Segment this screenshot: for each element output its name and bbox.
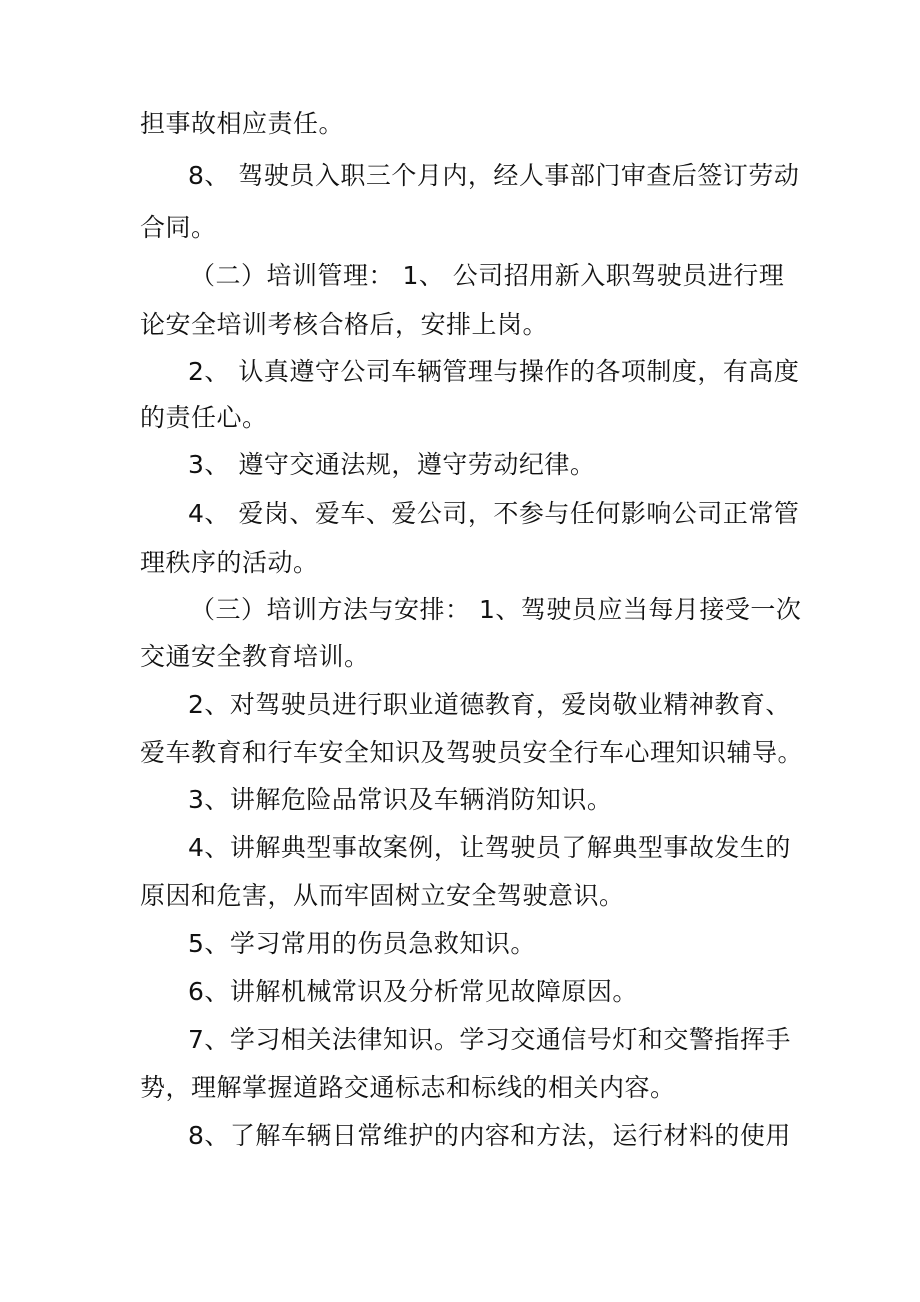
text-line: 的责任心。 [140,403,268,432]
text-line: 2、 认真遵守公司车辆管理与操作的各项制度，有高度 [188,357,800,386]
text-line: 势，理解掌握道路交通标志和标线的相关内容。 [140,1073,676,1102]
section-heading: （三）培训方法与安排： 1、驾驶员应当每月接受一次 [190,595,802,624]
text-line: 6、讲解机械常识及分析常见故障原因。 [188,977,638,1006]
text-line: 论安全培训考核合格后，安排上岗。 [140,310,549,339]
text-line: 4、讲解典型事故案例，让驾驶员了解典型事故发生的 [188,833,791,862]
text-line: 2、对驾驶员进行职业道德教育，爱岗敬业精神教育、 [188,690,791,719]
text-line: 4、 爱岗、爱车、爱公司，不参与任何影响公司正常管 [188,499,800,528]
text-line: 7、学习相关法律知识。学习交通信号灯和交警指挥手 [188,1025,791,1054]
text-line: 交通安全教育培训。 [140,642,370,671]
text-line: 合同。 [140,213,217,242]
text-line: 3、 遵守交通法规，遵守劳动纪律。 [188,450,596,479]
text-line: 担事故相应责任。 [140,109,345,138]
text-line: 8、了解车辆日常维护的内容和方法，运行材料的使用 [188,1121,791,1150]
text-line: 爱车教育和行车安全知识及驾驶员安全行车心理知识辅导。 [140,738,804,767]
section-heading: （二）培训管理： 1、 公司招用新入职驾驶员进行理 [190,261,785,290]
text-line: 5、学习常用的伤员急救知识。 [188,929,536,958]
text-line: 8、 驾驶员入职三个月内，经人事部门审查后签订劳动 [188,161,800,190]
text-line: 原因和危害，从而牢固树立安全驾驶意识。 [140,881,625,910]
text-line: 3、讲解危险品常识及车辆消防知识。 [188,785,613,814]
text-line: 理秩序的活动。 [140,548,319,577]
